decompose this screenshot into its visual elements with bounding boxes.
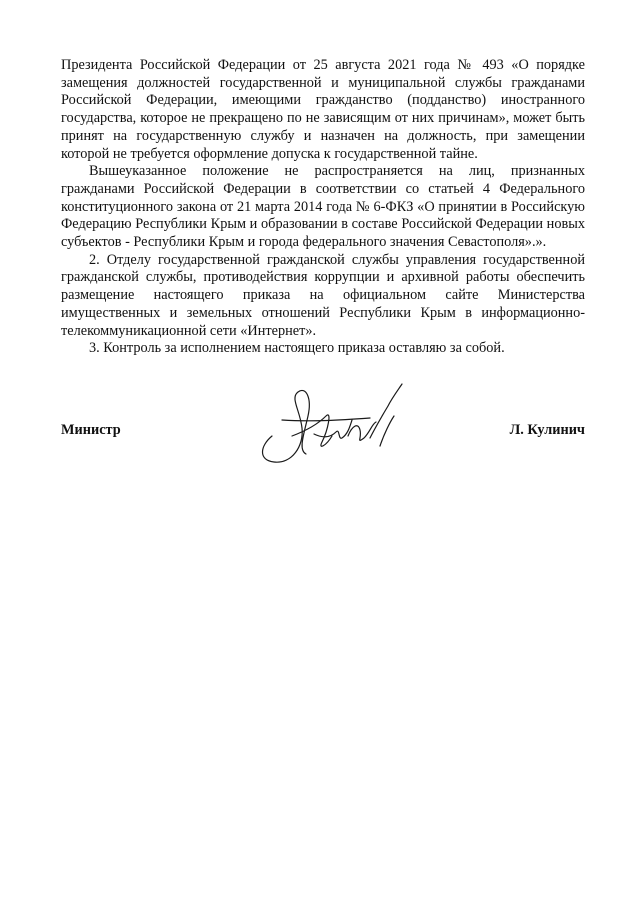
- document-body: [61, 57, 585, 358]
- paragraph-continuation: Президента Российской Федерации от 25 августа 2021 года № 493 «О порядке замещения должностей государственной и муниципальной службы гражданами Российской Федерации, имеющими гражданство (подданство) иностранного государства, которое не прекращено по не зависящим от них причинам», может быть принят на государственную службу и назначен на должность, при замещении которой не требуется оформление допуска к государственной тайне.: [61, 57, 585, 162]
- signatory-name: Л. Кулинич: [509, 422, 585, 438]
- signature-block: [61, 422, 585, 442]
- paragraph-item-3: 3. Контроль за исполнением настоящего приказа оставляю за собой.: [89, 340, 505, 357]
- paragraph-item-2: 2. Отделу государственной гражданской службы управления государственной гражданской службы, противодействия коррупции и архивной работы обеспечить размещение настоящего приказа на официальном сайте Министерства имущественных и земельных отношений Республики Крым в информационно-телекоммуникационной сети «Интернет».: [61, 251, 585, 339]
- signatory-title: Министр: [61, 422, 121, 438]
- paragraph-exception: Вышеуказанное положение не распространяется на лиц, признанных гражданами Российской Федерации в соответствии со статьей 4 Федерального конституционного закона от 21 марта 2014 года № 6-ФКЗ «О принятии в Российскую Федерацию Республики Крым и образовании в составе Российской Федерации новых субъектов - Республики Крым и города федерального значения Севастополя».».: [61, 163, 585, 251]
